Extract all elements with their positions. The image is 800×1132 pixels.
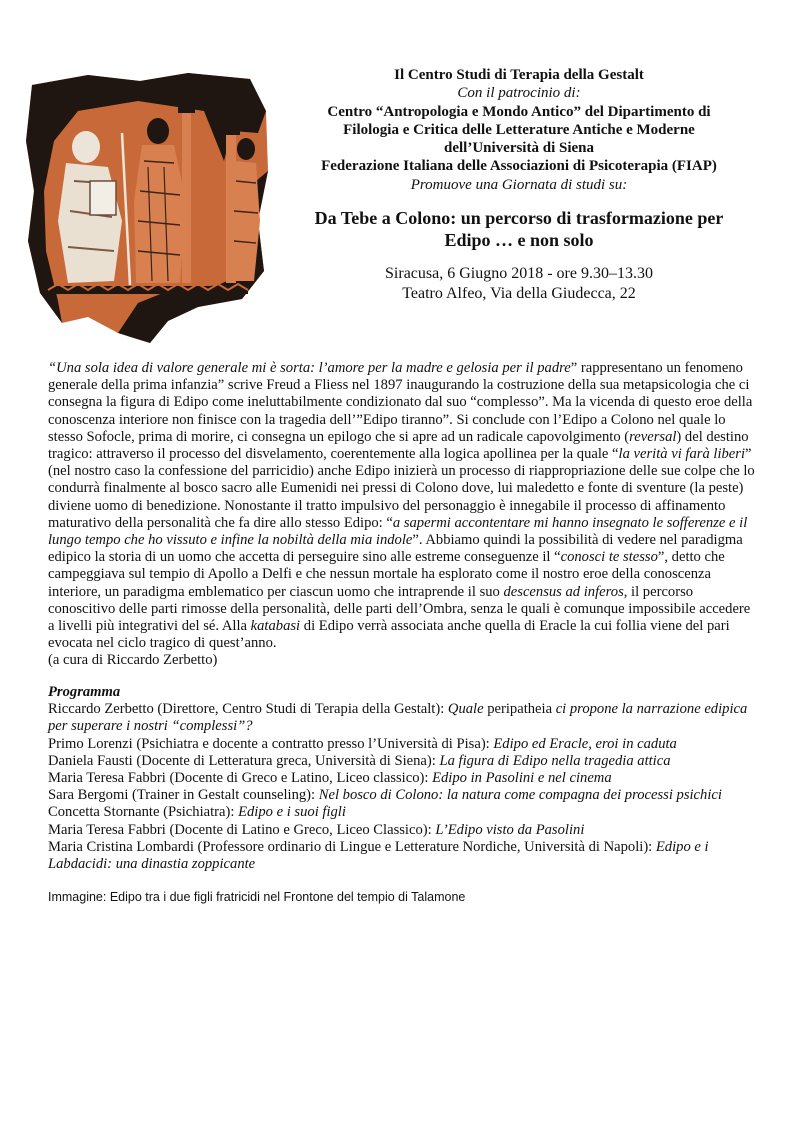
program-talk-title: Edipo e i suoi figli: [238, 804, 346, 821]
intro-text-7: di Edipo verrà associata anche quella di Eracle la cui follia viene del pari evocata nel ciclo tragico di quest’anno.: [48, 618, 730, 652]
patron-line-4: Federazione Italiana delle Associazioni di Psicoterapia (FIAP): [321, 158, 717, 175]
program-item: [48, 822, 756, 839]
intro-italic-know-thyself: conosci te stesso: [560, 549, 658, 566]
event-title: [300, 207, 738, 251]
event-title-line-1: Da Tebe a Colono: un percorso di trasformazione per: [314, 208, 724, 229]
program-speaker: Maria Teresa Fabbri (Docente di Greco e Latino, Liceo classico):: [48, 770, 433, 787]
event-date: Siracusa, 6 Giugno 2018 - ore 9.30–13.30: [385, 265, 653, 283]
event-venue: [300, 264, 738, 304]
patron-line-1: Centro “Antropologia e Mondo Antico” del Dipartimento di: [327, 103, 711, 120]
program-talk-title-mid: peripatheia: [483, 701, 556, 718]
program-talk-title: Edipo e i Labdacidi: una dinastia zoppicante: [48, 838, 709, 873]
program-speaker: Sara Bergomi (Trainer in Gestalt counseling):: [48, 787, 319, 804]
intro-text-6: , il percorso conoscitivo delle parti rimosse della personalità, delle parti dell’Ombra, senza le quali è comunque impossibile accedere a livelli più integrativi del sé. Alla: [48, 583, 751, 635]
image-caption: Immagine: Edipo tra i due figli fratricidi nel Frontone del tempio di Talamone: [48, 890, 466, 904]
program-talk-title: ci propone la narrazione edipica per superare i nostri “complessi”?: [48, 701, 748, 735]
program-speaker: Primo Lorenzi (Psichiatra e docente a contratto presso l’Università di Pisa):: [48, 735, 494, 752]
promotes-line: Promuove una Giornata di studi su:: [410, 176, 628, 193]
vase-fragment-image: [18, 71, 273, 346]
event-header: [300, 66, 738, 304]
intro-text-2: ) del destino tragico: attraverso il processo del disvelamento, coerentemente alla logica apollinea per la quale “: [48, 428, 749, 463]
intro-italic-descensus: descensus ad inferos: [503, 583, 624, 600]
intro-italic-reversal: reversal: [629, 428, 677, 445]
intro-text-4: ”. Abbiamo quindi la possibilità di vedere nel paradigma edipico la storia di un uomo che accetta di perseguire sino alle estreme conseguenze il “: [48, 532, 743, 566]
program-speaker: Maria Cristina Lombardi (Professore ordinario di Lingue e Letterature Nordiche, Università di Napoli):: [48, 838, 656, 855]
intro-text-3: ” (nel nostro caso la confessione del parricidio) anche Edipo inizierà un processo di riappropriazione delle sue colpe che lo condurrà finalmente al bosco sacro alle Eumenidi nei pressi di Colono dove, lui maledetto e fonte di sventure (la peste) diviene uomo di benedizione. Nonostante il tratto impulsivo del personaggio è innegabile il processo di affinamento maturativo della personalità che fa dire allo stesso Edipo: “: [48, 446, 755, 531]
intro-italic-truth: la verità vi farà liberi: [618, 446, 746, 463]
program-item: [48, 736, 756, 753]
program-heading: Programma: [48, 684, 121, 700]
intro-text-1: ” rappresentano un fenomeno generale della prima infanzia” scrive Freud a Fliess nel 1897 inaugurando la costruzione della sua metapsicologia che ci consegna la figura di Edipo come ineluttabilmente condizionato dal suo “complesso”. Ma la vicenda di questo eroe della conoscenza interiore non finisce con la tragedia dell’”Edipo tiranno”. Si conclude con l’Edipo a Colono nel quale lo stesso Sofocle, prima di morire, ci consegna un epilogo che si apre ad un radicale capovolgimento (: [48, 360, 753, 445]
curator-note: (a cura di Riccardo Zerbetto): [48, 652, 218, 669]
introduction-paragraph: [48, 360, 756, 670]
program-speaker: Concetta Stornante (Psichiatra):: [48, 804, 239, 821]
program-item: [48, 787, 756, 804]
program-item: [48, 770, 756, 787]
program-speaker: Maria Teresa Fabbri (Docente di Latino e Greco, Liceo Classico):: [48, 821, 436, 838]
patron-line-2: Filologia e Critica delle Letterature Antiche e Moderne: [343, 121, 695, 138]
organizer-line: Il Centro Studi di Terapia della Gestalt: [394, 67, 644, 83]
intro-italic-oedipus-quote: a sapermi accontentare mi hanno insegnato le sofferenze e il lungo tempo che ho vissuto e infine la nobiltà della mia indole: [48, 514, 748, 549]
program-talk-title: La figura di Edipo nella tragedia attica: [439, 752, 671, 769]
program-speaker: Riccardo Zerbetto (Direttore, Centro Studi di Terapia della Gestalt):: [48, 701, 448, 718]
program-item: [48, 839, 756, 873]
intro-text-5: ”, detto che campeggiava sul tempio di Apollo a Delfi e che nessun mortale ha esplorato come il nostro eroe della conoscenza interiore, un paradigma emblematico per ciascun uomo che intraprende il suo: [48, 549, 725, 600]
program-talk-title: L’Edipo visto da Pasolini: [435, 821, 585, 838]
event-location: Teatro Alfeo, Via della Giudecca, 22: [402, 285, 636, 303]
program-talk-title: Edipo in Pasolini e nel cinema: [432, 770, 612, 787]
program-talk-title: Quale: [447, 701, 484, 718]
patronage-label: Con il patrocinio di:: [457, 85, 581, 102]
event-title-line-2: Edipo … e non solo: [444, 230, 594, 251]
program-talk-title: Nel bosco di Colono: la natura come compagna dei processi psichici: [318, 787, 722, 804]
program-section: [48, 684, 756, 873]
freud-quote: “Una sola idea di valore generale mi è sorta: l’amore per la madre e gelosia per il padre: [48, 360, 571, 376]
program-item: [48, 804, 756, 821]
program-item: [48, 701, 756, 735]
patron-line-3: dell’Università di Siena: [443, 140, 594, 157]
program-talk-title: Edipo ed Eracle, eroi in caduta: [493, 735, 677, 752]
intro-italic-katabasi: katabasi: [250, 618, 301, 635]
program-item: [48, 753, 756, 770]
program-speaker: Daniela Fausti (Docente di Letteratura greca, Università di Siena):: [48, 752, 440, 769]
